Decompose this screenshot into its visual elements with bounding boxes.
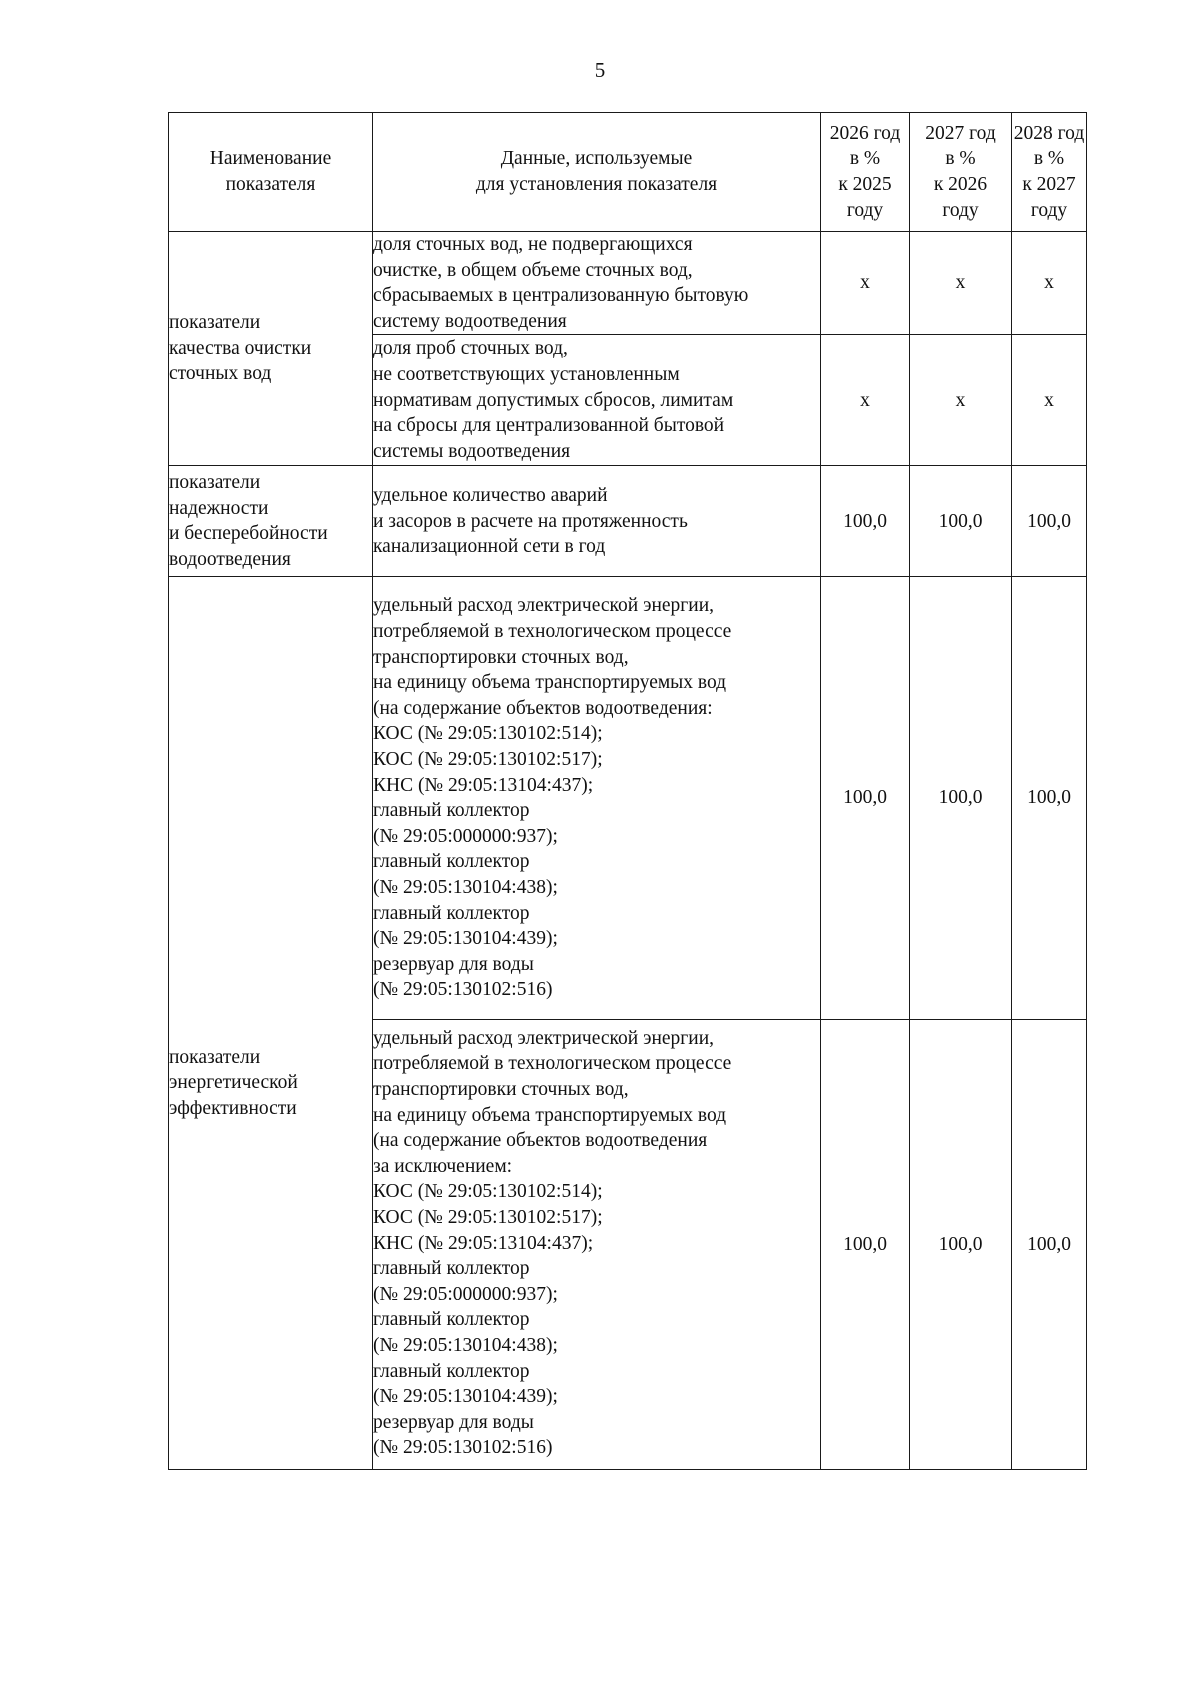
text-line: резервуар для воды <box>373 1411 534 1433</box>
text-line: удельный расход электрической энергии, <box>373 595 715 617</box>
text-line: систему водоотведения <box>373 310 567 332</box>
text-line: на единицу объема транспортируемых вод <box>373 1104 727 1126</box>
text-line: главный коллектор <box>373 902 530 924</box>
text-line: КНС (№ 29:05:13104:437); <box>373 1232 594 1254</box>
group-name-treatment-quality <box>169 232 373 466</box>
text-line: главный коллектор <box>373 1360 530 1382</box>
header-indicator-name <box>169 113 373 232</box>
text-line: удельное количество аварий <box>373 484 608 506</box>
text-line: в % <box>1033 148 1065 170</box>
text-line: транспортировки сточных вод, <box>373 646 629 668</box>
table-row <box>169 577 1087 1020</box>
row-value-2027: 100,0 <box>910 577 1012 1020</box>
header-year-2028 <box>1012 113 1087 232</box>
row-value-2026: х <box>821 232 910 335</box>
text-line: главный коллектор <box>373 1258 530 1280</box>
text-line: показателя <box>225 174 316 195</box>
text-line: качества очистки <box>169 337 312 359</box>
header-indicator-data <box>373 113 821 232</box>
text-line: к 2025 <box>838 174 892 195</box>
row-value-2026: 100,0 <box>821 466 910 577</box>
table-row <box>169 232 1087 335</box>
text-line: (на содержание объектов водоотведения: <box>373 697 713 719</box>
page-number: 5 <box>594 58 606 82</box>
text-line: за исключением: <box>373 1155 513 1177</box>
group-name-energy-efficiency <box>169 577 373 1470</box>
row-data-text <box>373 1019 821 1469</box>
row-value-2027: 100,0 <box>910 1019 1012 1469</box>
text-line: 2026 год <box>829 122 901 144</box>
text-line: КОС (№ 29:05:130102:517); <box>373 748 603 770</box>
row-data-text <box>373 466 821 577</box>
text-line: (№ 29:05:000000:937); <box>373 1283 558 1305</box>
row-value-2028: х <box>1012 335 1087 466</box>
text-line: нормативам допустимых сбросов, лимитам <box>373 389 734 411</box>
text-line: системы водоотведения <box>373 440 571 462</box>
row-data-text <box>373 577 821 1020</box>
table-header-row <box>169 113 1087 232</box>
group-name-reliability <box>169 466 373 577</box>
text-line: и бесперебойности <box>169 523 328 545</box>
text-line: главный коллектор <box>373 800 530 822</box>
row-value-2027: х <box>910 335 1012 466</box>
text-line: канализационной сети в год <box>373 536 606 558</box>
text-line: на единицу объема транспортируемых вод <box>373 672 727 694</box>
text-line: (№ 29:05:130102:516) <box>373 979 553 1001</box>
text-line: транспортировки сточных вод, <box>373 1079 629 1101</box>
text-line: надежности <box>169 497 269 519</box>
text-line: показатели <box>169 312 261 334</box>
text-line: удельный расход электрической энергии, <box>373 1027 715 1049</box>
row-value-2028: 100,0 <box>1012 577 1087 1020</box>
text-line: (№ 29:05:130104:439); <box>373 928 558 950</box>
text-line: Наименование <box>209 148 332 170</box>
text-line: показатели <box>169 1046 261 1068</box>
table-row <box>169 466 1087 577</box>
text-line: энергетической <box>169 1072 298 1094</box>
text-line: очистке, в общем объеме сточных вод, <box>373 259 693 281</box>
text-line: КОС (№ 29:05:130102:517); <box>373 1207 603 1229</box>
text-line: водоотведения <box>169 548 291 570</box>
text-line: не соответствующих установленным <box>373 363 680 385</box>
text-line: главный коллектор <box>373 851 530 873</box>
text-line: резервуар для воды <box>373 953 534 975</box>
row-data-text <box>373 232 821 335</box>
header-year-2026 <box>821 113 910 232</box>
text-line: (№ 29:05:130104:439); <box>373 1386 558 1408</box>
text-line: году <box>846 199 884 221</box>
text-line: году <box>942 199 979 221</box>
row-data-text <box>373 335 821 466</box>
text-line: к 2026 <box>933 174 988 195</box>
text-line: Данные, используемые <box>500 148 693 170</box>
text-line: КОС (№ 29:05:130102:514); <box>373 1181 603 1203</box>
row-value-2027: х <box>910 232 1012 335</box>
row-value-2026: 100,0 <box>821 577 910 1020</box>
row-value-2028: 100,0 <box>1012 1019 1087 1469</box>
text-line: сточных вод <box>169 363 272 385</box>
text-line: доля проб сточных вод, <box>373 338 568 360</box>
row-value-2026: х <box>821 335 910 466</box>
text-line: в % <box>849 148 881 170</box>
text-line: (№ 29:05:000000:937); <box>373 825 558 847</box>
text-line: в % <box>945 148 976 170</box>
text-line: году <box>1030 199 1068 221</box>
row-value-2027: 100,0 <box>910 466 1012 577</box>
row-value-2028: 100,0 <box>1012 466 1087 577</box>
text-line: показатели <box>169 472 261 494</box>
header-year-2027 <box>910 113 1012 232</box>
text-line: (№ 29:05:130104:438); <box>373 876 558 898</box>
text-line: КОС (№ 29:05:130102:514); <box>373 723 603 745</box>
text-line: 2027 год <box>925 122 996 144</box>
text-line: сбрасываемых в централизованную бытовую <box>373 285 749 307</box>
text-line: 2028 год <box>1013 122 1085 144</box>
text-line: потребляемой в технологическом процессе <box>373 1053 732 1075</box>
row-value-2026: 100,0 <box>821 1019 910 1469</box>
row-value-2028: х <box>1012 232 1087 335</box>
text-line: (№ 29:05:130104:438); <box>373 1335 558 1356</box>
text-line: КНС (№ 29:05:13104:437); <box>373 774 594 796</box>
text-line: к 2027 <box>1022 174 1076 195</box>
text-line: эффективности <box>169 1097 297 1119</box>
text-line: потребляемой в технологическом процессе <box>373 620 732 642</box>
text-line: доля сточных вод, не подвергающихся <box>373 234 693 255</box>
text-line: для установления показателя <box>475 174 718 195</box>
text-line: главный коллектор <box>373 1309 530 1331</box>
text-line: и засоров в расчете на протяженность <box>373 510 688 532</box>
indicators-table <box>168 112 1087 1470</box>
text-line: (№ 29:05:130102:516) <box>373 1437 553 1459</box>
text-line: на сбросы для централизованной бытовой <box>373 415 725 437</box>
text-line: (на содержание объектов водоотведения <box>373 1130 708 1152</box>
